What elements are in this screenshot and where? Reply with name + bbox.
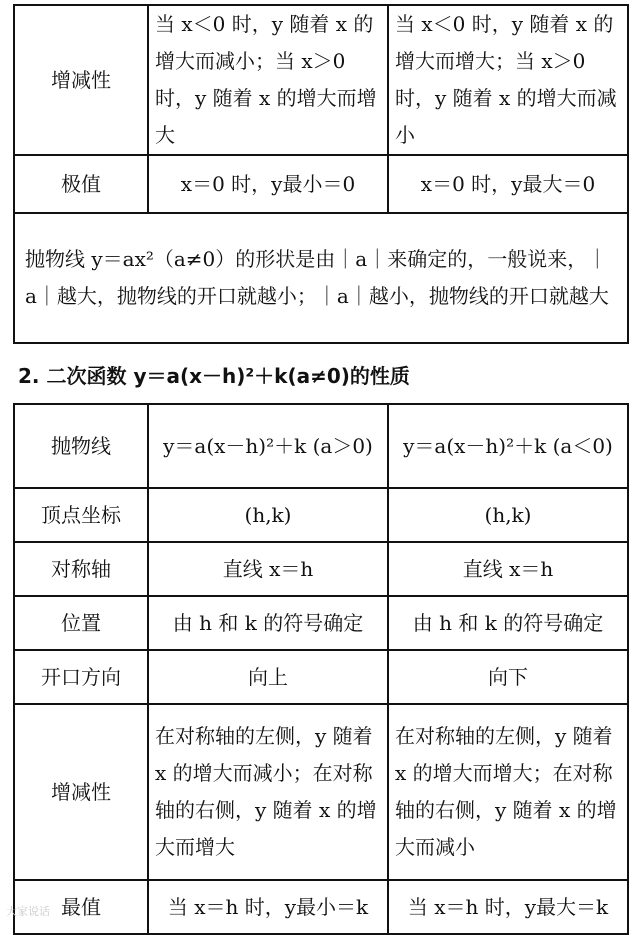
table-row bbox=[14, 488, 628, 542]
axis-a-negative: 直线 x＝h bbox=[388, 542, 628, 596]
extremum-a-positive: x＝0 时，y最小＝0 bbox=[148, 155, 388, 213]
row-label-position: 位置 bbox=[14, 596, 148, 650]
table-row bbox=[14, 542, 628, 596]
monotonicity-a-positive: 当 x＜0 时，y 随着 x 的增大而减小；当 x＞0 时，y 随着 x 的增大而增大 bbox=[148, 5, 388, 155]
vertex-a-positive: (h,k) bbox=[148, 488, 388, 542]
table-row bbox=[14, 404, 628, 488]
position-a-positive: 由 h 和 k 的符号确定 bbox=[148, 596, 388, 650]
monotonicity-a-positive: 在对称轴的左侧，y 随着 x 的增大而减小；在对称轴的右侧，y 随着 x 的增大而增大 bbox=[148, 704, 388, 880]
table-row bbox=[14, 880, 628, 934]
opening-a-negative: 向下 bbox=[388, 650, 628, 704]
opening-a-positive: 向上 bbox=[148, 650, 388, 704]
monotonicity-a-negative: 在对称轴的左侧，y 随着 x 的增大而增大；在对称轴的右侧，y 随着 x 的增大而减小 bbox=[388, 704, 628, 880]
properties-table-top bbox=[13, 4, 629, 344]
watermark: 大家说话 bbox=[6, 905, 50, 918]
row-label-extremum: 极值 bbox=[14, 155, 148, 213]
table-row bbox=[14, 650, 628, 704]
vertex-a-negative: (h,k) bbox=[388, 488, 628, 542]
extremum-a-negative: x＝0 时，y最大＝0 bbox=[388, 155, 628, 213]
monotonicity-a-negative: 当 x＜0 时，y 随着 x 的增大而增大；当 x＞0 时，y 随着 x 的增大而减小 bbox=[388, 5, 628, 155]
properties-table-bottom bbox=[13, 403, 629, 935]
row-label-opening: 开口方向 bbox=[14, 650, 148, 704]
row-label-parabola: 抛物线 bbox=[14, 404, 148, 488]
row-label-vertex: 顶点坐标 bbox=[14, 488, 148, 542]
row-label-axis: 对称轴 bbox=[14, 542, 148, 596]
table-row bbox=[14, 704, 628, 880]
row-label-extremum: 最值 bbox=[14, 880, 148, 934]
section-heading: 2. 二次函数 y＝a(x－h)²＋k(a≠0)的性质 bbox=[18, 364, 410, 388]
table-row bbox=[14, 596, 628, 650]
row-label-monotonicity: 增减性 bbox=[14, 5, 148, 155]
extremum-a-negative: 当 x＝h 时，y最大＝k bbox=[388, 880, 628, 934]
position-a-negative: 由 h 和 k 的符号确定 bbox=[388, 596, 628, 650]
row-label-monotonicity: 增减性 bbox=[14, 704, 148, 880]
shape-note: 抛物线 y＝ax²（a≠0）的形状是由｜a｜来确定的，一般说来，｜a｜越大，抛物线的开口就越小；｜a｜越小，抛物线的开口就越大 bbox=[14, 213, 628, 343]
parabola-a-positive: y＝a(x－h)²＋k (a＞0) bbox=[148, 404, 388, 488]
parabola-a-negative: y＝a(x－h)²＋k (a＜0) bbox=[388, 404, 628, 488]
extremum-a-positive: 当 x＝h 时，y最小＝k bbox=[148, 880, 388, 934]
axis-a-positive: 直线 x＝h bbox=[148, 542, 388, 596]
